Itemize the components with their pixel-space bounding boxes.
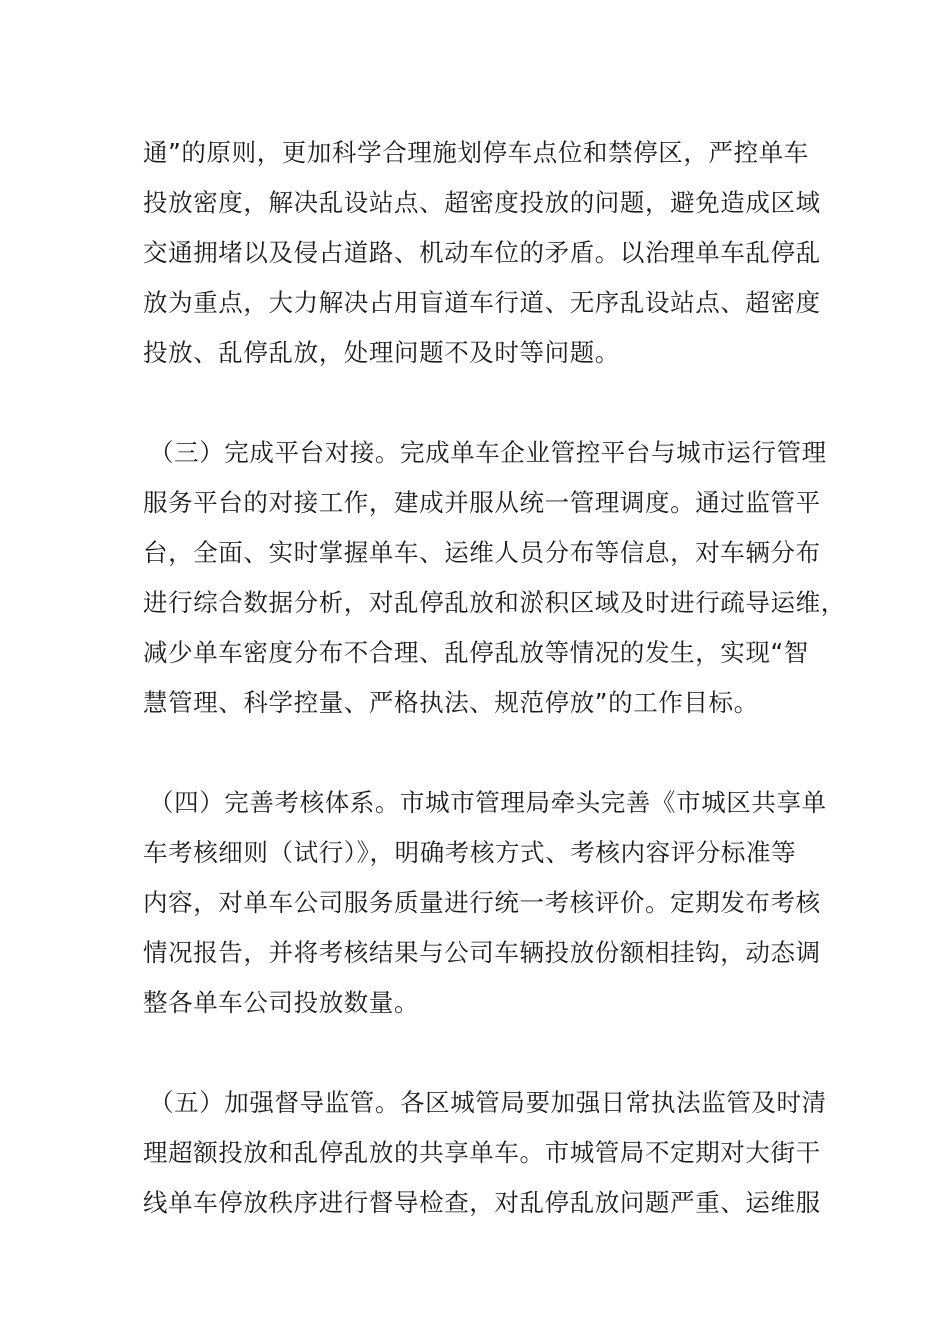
text-line: 慧管理、科学控量、严格执法、规范停放”的工作目标。 [143, 688, 759, 717]
text-line: （五）加强督导监管。各区城管局要加强日常执法监管及时清 [149, 1088, 827, 1117]
text-line: 整各单车公司投放数量。 [143, 988, 420, 1017]
text-line: 内容，对单车公司服务质量进行统一考核评价。定期发布考核 [143, 888, 821, 917]
text-line: 服务平台的对接工作，建成并服从统一管理调度。通过监管平 [143, 488, 821, 517]
text-line: 减少单车密度分布不合理、乱停乱放等情况的发生，实现“智 [143, 638, 809, 667]
paragraph-platform-integration [143, 428, 846, 728]
text-line: 投放、乱停乱放，处理问题不及时等问题。 [143, 338, 620, 367]
paragraph-supervision [143, 1078, 833, 1228]
paragraph-spacer [143, 1028, 833, 1078]
text-line: 投放密度，解决乱设站点、超密度投放的问题，避免造成区域 [143, 188, 821, 217]
text-line: 台，全面、实时掌握单车、运维人员分布等信息，对车辆分布 [143, 538, 821, 567]
text-line: 情况报告，并将考核结果与公司车辆投放份额相挂钩，动态调 [143, 938, 821, 967]
text-line: 车考核细则（试行）》，明确考核方式、考核内容评分标准等 [143, 838, 797, 867]
text-line: 交通拥堵以及侵占道路、机动车位的矛盾。以治理单车乱停乱 [143, 238, 821, 267]
text-line: （三）完成平台对接。完成单车企业管控平台与城市运行管理 [149, 438, 827, 467]
text-line: 放为重点，大力解决占用盲道车行道、无序乱设站点、超密度 [143, 288, 821, 317]
document-body [143, 128, 846, 1228]
paragraph-spacer [143, 378, 833, 428]
text-line: 线单车停放秩序进行督导检查，对乱停乱放问题严重、运维服 [143, 1188, 821, 1217]
text-line: （四）完善考核体系。市城市管理局牵头完善《市城区共享单 [149, 788, 827, 817]
text-line: 进行综合数据分析，对乱停乱放和淤积区域及时进行疏导运维， [143, 588, 846, 617]
paragraph-assessment-system [143, 778, 833, 1028]
text-line: 通”的原则，更加科学合理施划停车点位和禁停区，严控单车 [143, 138, 809, 167]
paragraph-continuation [143, 128, 833, 378]
paragraph-spacer [143, 728, 833, 778]
text-line: 理超额投放和乱停乱放的共享单车。市城管局不定期对大街干 [143, 1138, 821, 1167]
